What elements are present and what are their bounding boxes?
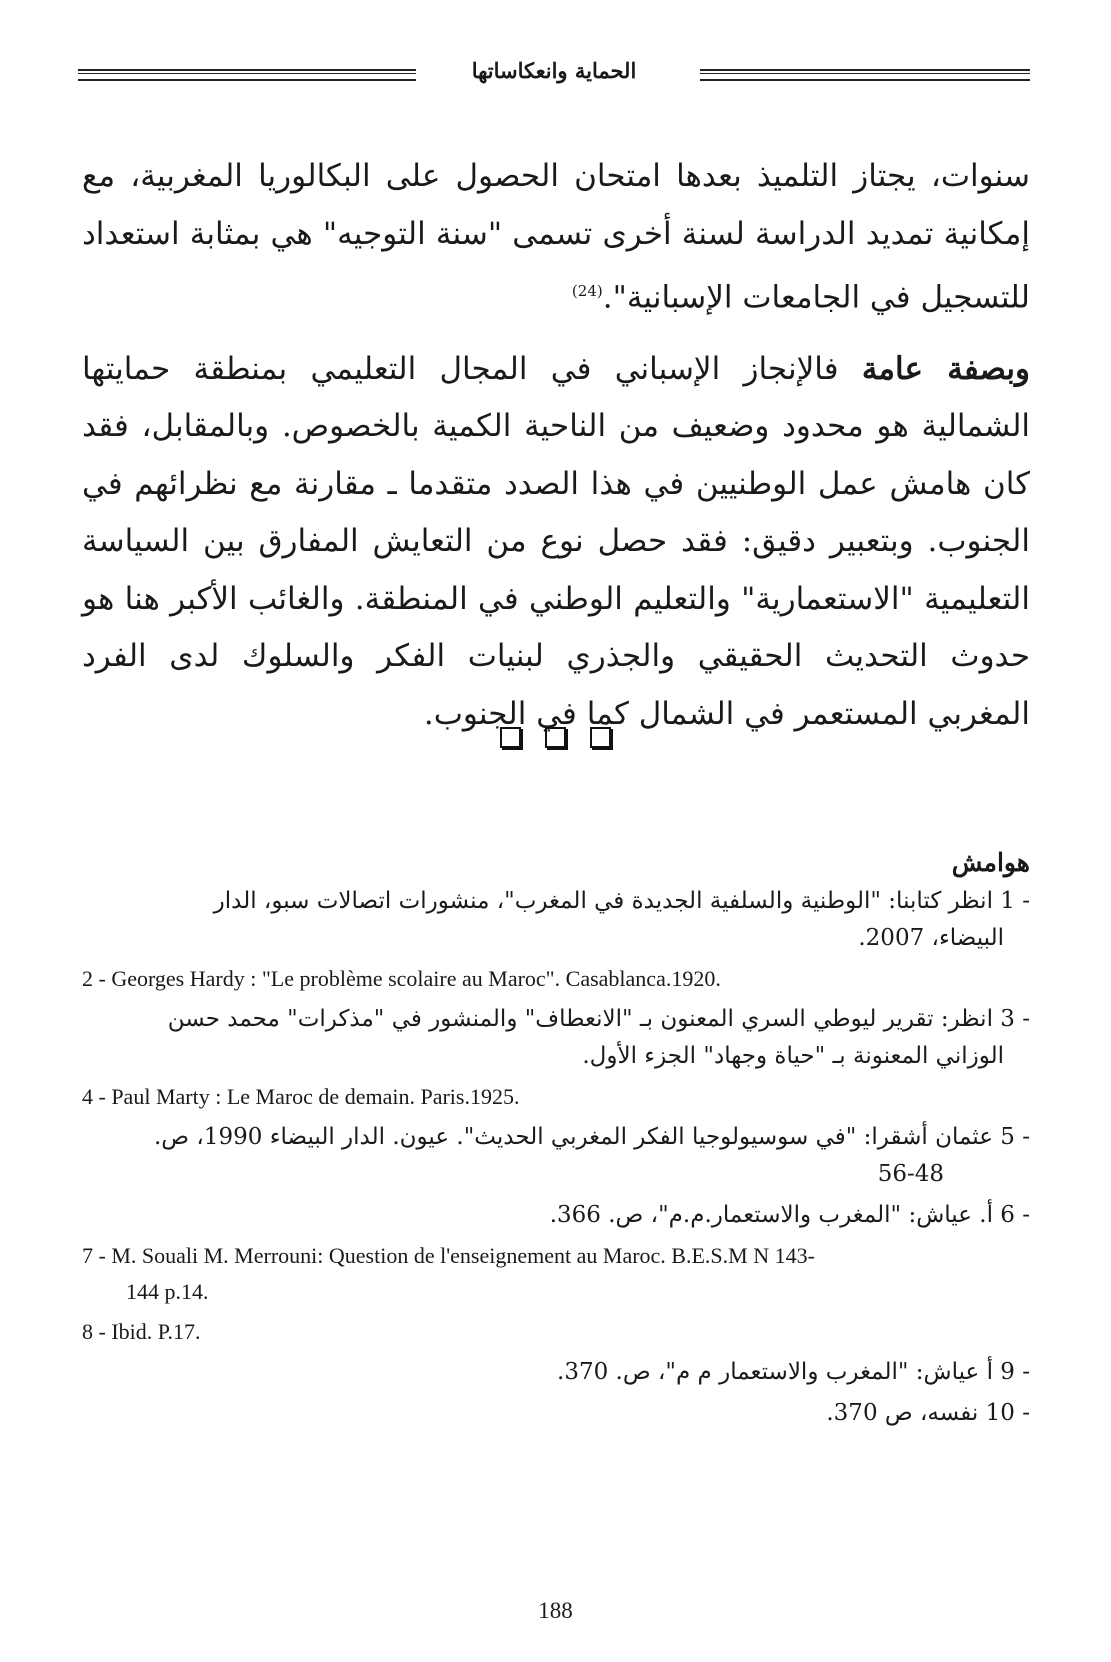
footnote-text: انظر كتابنا: "الوطنية والسلفية الجديدة في المغرب"، منشورات اتصالات سبو، الدار bbox=[213, 888, 993, 914]
footnote-number: 9 - bbox=[1000, 1359, 1030, 1385]
footnote-continuation: الوزاني المعنونة بـ "حياة وجهاد" الجزء الأول. bbox=[582, 1043, 1004, 1069]
footnote-7 bbox=[82, 1238, 1030, 1310]
paragraph-1-text: سنوات، يجتاز التلميذ بعدها امتحان الحصول على البكالوريا المغربية، مع إمكانية تمديد الدراسة لسنة أخرى تسمى "سنة التوجيه" هي بمثابة استعداد للتسجيل في الجامعات الإسبانية". bbox=[82, 158, 1030, 316]
main-text bbox=[82, 148, 1030, 757]
footnote-number: 5 - bbox=[1000, 1124, 1030, 1150]
footnote-text: انظر: تقرير ليوطي السري المعنون بـ "الانعطاف" والمنشور في "مذكرات" محمد حسن bbox=[167, 1006, 993, 1032]
footnote-number: 3 - bbox=[1000, 1006, 1030, 1032]
footnote-continuation: البيضاء، 2007. bbox=[858, 925, 1004, 951]
footnote-1 bbox=[82, 883, 1030, 957]
footnote-continuation: 144 p.14. bbox=[126, 1279, 209, 1304]
footnote-3 bbox=[82, 1001, 1030, 1075]
footnote-2: 2 - Georges Hardy : "Le problème scolaire au Maroc". Casablanca.1920. bbox=[82, 966, 721, 991]
footnotes-title: هوامش bbox=[951, 848, 1030, 877]
separator-box-icon bbox=[500, 727, 521, 748]
footnote-4: 4 - Paul Marty : Le Maroc de demain. Paris.1925. bbox=[82, 1084, 520, 1109]
footnote-reference-24: (24) bbox=[571, 282, 603, 300]
paragraph-2-lead: وبصفة عامة bbox=[861, 350, 1030, 387]
footnote-number: 1 - bbox=[1000, 888, 1030, 914]
running-header bbox=[78, 58, 1030, 92]
footnote-text: نفسه، ص 370. bbox=[826, 1400, 979, 1426]
footnotes bbox=[82, 848, 1030, 1436]
footnote-text: 7 - M. Souali M. Merrouni: Question de l'enseignement au Maroc. B.E.S.M N 143- bbox=[82, 1243, 815, 1268]
footnote-text: أ عياش: "المغرب والاستعمار م م"، ص. 370. bbox=[557, 1359, 993, 1385]
page-number: 188 bbox=[538, 1598, 573, 1623]
footnote-continuation: 56-48 bbox=[877, 1161, 944, 1187]
running-header-title: الحماية وانعكاساتها bbox=[471, 58, 637, 83]
separator-box-icon bbox=[545, 727, 566, 748]
separator-box-icon bbox=[590, 727, 611, 748]
footnote-text: عثمان أشقرا: "في سوسيولوجيا الفكر المغربي الحديث". عيون. الدار البيضاء 1990، ص. bbox=[153, 1124, 993, 1150]
footnote-number: 10 - bbox=[985, 1400, 1030, 1426]
footnote-8: 8 - Ibid. P.17. bbox=[82, 1319, 201, 1344]
paragraph-2 bbox=[82, 341, 1030, 744]
paragraph-1 bbox=[82, 148, 1030, 327]
footnote-text: أ. عياش: "المغرب والاستعمار.م.م"، ص. 366. bbox=[549, 1202, 993, 1228]
footnote-10 bbox=[82, 1395, 1030, 1432]
footnote-number: 6 - bbox=[1000, 1202, 1030, 1228]
paragraph-2-text: فالإنجاز الإسباني في المجال التعليمي بمنطقة حمايتها الشمالية هو محدود وضعيف من الناحية الكمية بالخصوص. وبالمقابل، فقد كان هامش عمل الوطنيين في هذا الصدد متقدما ـ مقارنة مع نظرائهم في الجنوب. وبتعبير دقيق: فقد حصل نوع من التعايش المفارق بين السياسة التعليمية "الاستعمارية" والتعليم الوطني في المنطقة. والغائب الأكبر هنا هو حدوث التحديث الحقيقي والجذري لبنيات الفكر والسلوك لدى الفرد المغربي المستعمر في الشمال كما في الجنوب. bbox=[82, 350, 1030, 732]
footnote-9 bbox=[82, 1354, 1030, 1391]
footnote-6 bbox=[82, 1197, 1030, 1234]
section-separator bbox=[0, 727, 1111, 752]
footnote-5 bbox=[82, 1119, 1030, 1193]
